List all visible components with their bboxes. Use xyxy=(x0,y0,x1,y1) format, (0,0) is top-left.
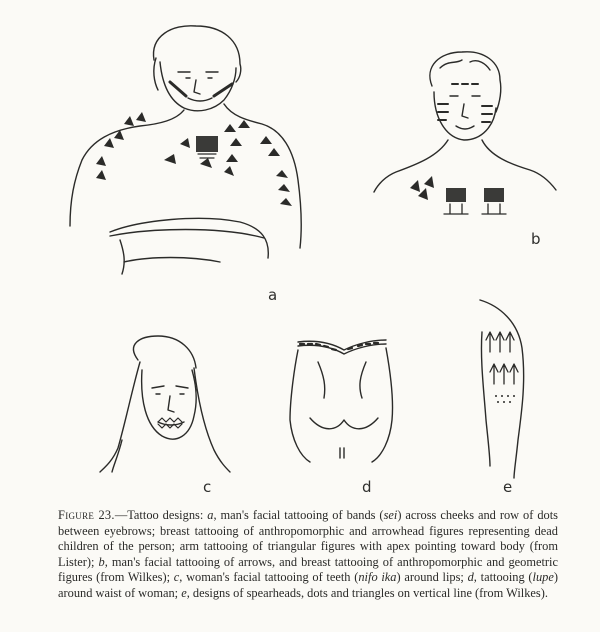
caption-text-9: , designs of spearheads, dots and triangles on vertical line (from Wilkes). xyxy=(186,585,548,600)
panel-b-drawing xyxy=(374,52,556,214)
caption-letter-c: c xyxy=(173,570,180,585)
caption-text-2: , man's facial tattooing of bands ( xyxy=(213,508,384,522)
panel-label-a: a xyxy=(268,286,278,304)
caption-letter-e: e xyxy=(181,585,187,600)
caption-dash: — xyxy=(114,508,128,522)
caption-text-3: ) across cheeks and row of dots between eyebrows; breast tattooing of anthropomorphic and arrowhead figures representing dead children of the person; arm tattooing of triangular figures with apex pointing toward body (from Lister); xyxy=(58,508,558,569)
panel-label-c: c xyxy=(203,478,212,496)
caption-letter-d: d xyxy=(467,570,474,585)
caption-letter-a: a xyxy=(207,508,214,522)
caption-term-lupe: lupe xyxy=(532,570,554,585)
caption-text-5: , woman's facial tattooing of teeth ( xyxy=(179,570,359,585)
panel-label-e: e xyxy=(503,478,513,496)
caption-letter-b: b xyxy=(98,554,105,569)
caption-text-7: , tattooing ( xyxy=(473,570,533,585)
caption-text-8: ) around waist of woman; xyxy=(58,570,559,600)
panel-label-b: b xyxy=(531,230,541,248)
caption-term-nifo-ika: nifo ika xyxy=(358,570,397,585)
caption-term-sei: sei xyxy=(383,508,398,522)
caption-text-1: Tattoo designs: xyxy=(127,508,208,522)
caption-text-6: ) around lips; xyxy=(396,570,468,585)
panel-label-d: d xyxy=(362,478,372,496)
panel-d-drawing xyxy=(290,340,393,462)
figure-caption xyxy=(58,508,558,602)
panel-c-drawing xyxy=(100,336,230,472)
panel-e-drawing xyxy=(480,300,524,478)
panel-a-drawing xyxy=(70,26,301,274)
figure-number: Figure 23. xyxy=(58,508,115,522)
caption-text-4: , man's facial tattooing of arrows, and breast tattooing of anthropomorphic and geometric figures (from Wilkes); xyxy=(58,554,558,585)
